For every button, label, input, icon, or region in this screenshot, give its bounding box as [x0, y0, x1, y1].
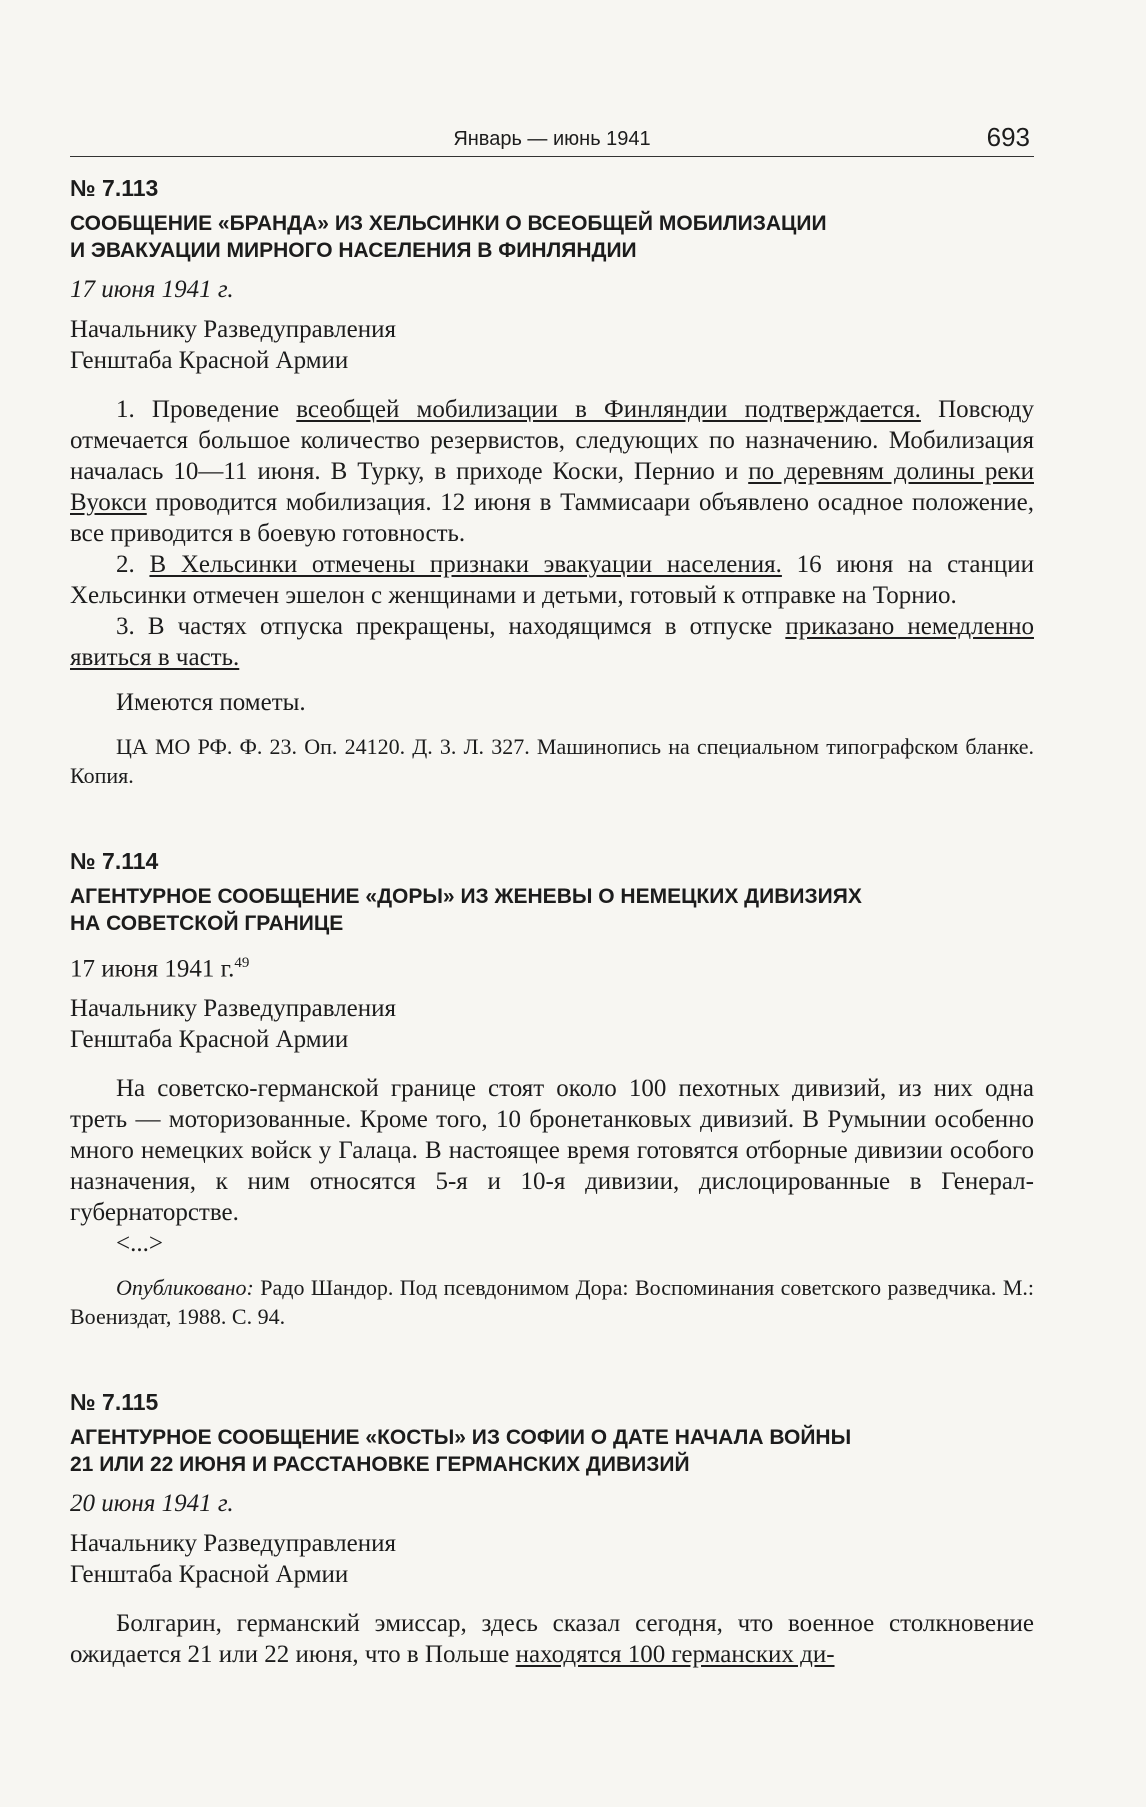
omission-mark: <...> — [116, 1230, 163, 1258]
document-title — [70, 883, 1034, 937]
addressee-line: Начальнику Разведуправления — [70, 995, 397, 1023]
underlined-text: В Хельсинки отмечены признаки эвакуации населения. — [149, 551, 782, 578]
remarks-note: Имеются пометы. — [116, 689, 306, 716]
source-text: Радо Шандор. Под псевдонимом Дора: Воспоминания советского разведчика. М.: Воениздат, 1988. С. 94. — [70, 1275, 1034, 1330]
document-title-line: СООБЩЕНИЕ «БРАНДА» ИЗ ХЕЛЬСИНКИ О ВСЕОБЩЕЙ МОБИЛИЗАЦИИ — [70, 212, 827, 235]
document-title-line: 21 ИЛИ 22 ИЮНЯ И РАССТАНОВКЕ ГЕРМАНСКИХ ДИВИЗИЙ — [70, 1453, 690, 1477]
source-label: Опубликовано: — [116, 1275, 254, 1301]
underlined-text: всеобщей мобилизации в Финляндии подтверждается. — [296, 396, 921, 423]
paragraph-1 — [70, 394, 1034, 549]
publication-source — [70, 1273, 1034, 1331]
text-run: 1. Проведение — [116, 396, 297, 423]
addressee-line: Начальнику Разведуправления — [70, 1530, 397, 1558]
document-title-line: АГЕНТУРНОЕ СООБЩЕНИЕ «ДОРЫ» ИЗ ЖЕНЕВЫ О НЕМЕЦКИХ ДИВИЗИЯХ — [70, 885, 862, 908]
paragraph-1: На советско-германской границе стоят около 100 пехотных дивизий, из них одна треть — моторизованные. Кроме того, 10 бронетанковых дивизий. В Румынии особенно много немецких войск у Галаца. В настоящее время готовятся отборные дивизии особого назначения, к ним относятся 5-я и 10-я дивизии, дислоцированные в Генерал-губернаторстве. — [70, 1075, 1034, 1227]
running-head-title: Январь — июнь 1941 — [453, 128, 651, 150]
document-number: № 7.113 — [70, 175, 159, 201]
document-title-line: АГЕНТУРНОЕ СООБЩЕНИЕ «КОСТЫ» ИЗ СОФИИ О ДАТЕ НАЧАЛА ВОЙНЫ — [70, 1426, 852, 1450]
date-text: 17 июня 1941 г. — [70, 955, 235, 983]
text-run: 3. В частях отпуска прекращены, находящимся в отпуске — [116, 613, 786, 640]
running-head — [70, 118, 1034, 157]
underlined-text: находятся 100 германских ди- — [515, 1641, 835, 1669]
document-title — [70, 1424, 1034, 1478]
text-run: Повсюду отмечается большое количество резервистов, следующих по назначению. Мобилизация началась 10—11 июня. В Турку, в приходе Коски, Пернио и — [70, 396, 1034, 485]
addressee-line: Генштаба Красной Армии — [70, 1561, 349, 1589]
paragraph-1 — [70, 1608, 1034, 1670]
paragraph-3 — [70, 611, 1034, 673]
addressee-line: Начальнику Разведуправления — [70, 316, 397, 343]
document-date — [70, 947, 1034, 985]
text-run: 2. — [116, 551, 150, 578]
document-7-114 — [70, 848, 1034, 1331]
document-date: 17 июня 1941 г. — [70, 276, 234, 303]
addressee — [70, 1528, 1034, 1590]
text-run: проводится мобилизация. 12 июня в Таммисаари объявлено осадное положение, все приводится в боевую готовность. — [70, 489, 1034, 547]
underlined-text: приказано немедленно явиться в часть. — [70, 613, 1034, 671]
underlined-text: по деревням долины реки Вуокси — [70, 458, 1034, 516]
text-run: 16 июня на станции Хельсинки отмечен эшелон с женщинами и детьми, готовый к отправке на Торнио. — [70, 551, 1035, 609]
page-number: 693 — [986, 122, 1030, 152]
document-title-line: И ЭВАКУАЦИИ МИРНОГО НАСЕЛЕНИЯ В ФИНЛЯНДИИ — [70, 239, 637, 262]
text-run: Болгарин, германский эмиссар, здесь сказал сегодня, что военное столкновение ожидается 21 или 22 июня, что в Польше — [70, 1610, 1034, 1669]
footnote-ref: 49 — [234, 955, 250, 971]
archive-source: ЦА МО РФ. Ф. 23. Оп. 24120. Д. 3. Л. 327. Машинопись на специальном типографском бланке. Копия. — [70, 734, 1034, 788]
document-number: № 7.115 — [70, 1389, 159, 1416]
document-title — [70, 210, 1034, 264]
document-title-line: НА СОВЕТСКОЙ ГРАНИЦЕ — [70, 912, 344, 935]
addressee — [70, 314, 1034, 376]
document-7-113 — [70, 175, 1034, 790]
addressee-line: Генштаба Красной Армии — [70, 1026, 349, 1054]
addressee-line: Генштаба Красной Армии — [70, 347, 349, 374]
addressee — [70, 993, 1034, 1055]
paragraph-2 — [70, 549, 1034, 611]
document-7-115 — [70, 1389, 1034, 1670]
document-number: № 7.114 — [70, 848, 159, 874]
document-date: 20 июня 1941 г. — [70, 1490, 234, 1518]
